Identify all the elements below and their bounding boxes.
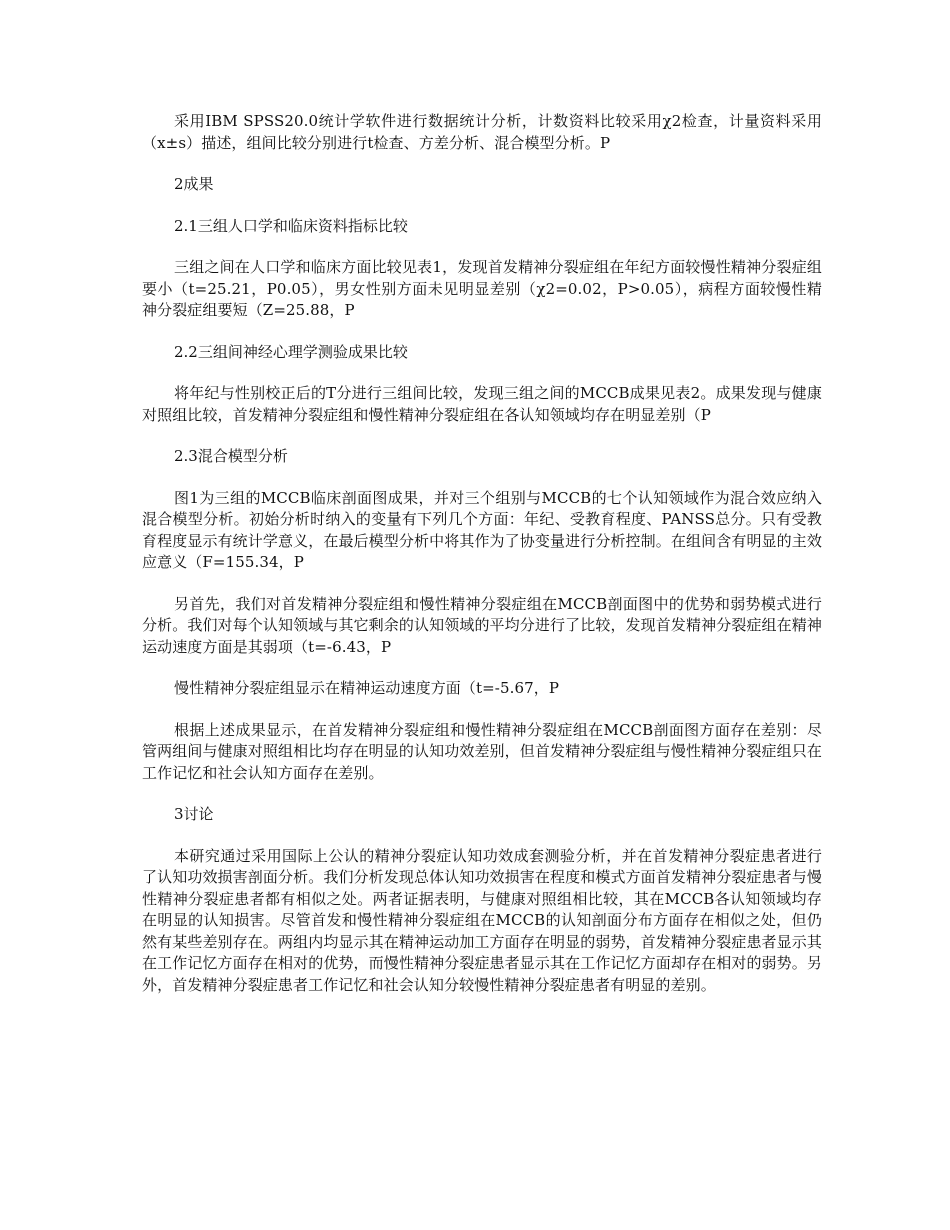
heading-neuropsych: 2.2三组间神经心理学测验成果比较 [174, 342, 408, 361]
paragraph-chronic-group: 慢性精神分裂症组显示在精神运动速度方面（t=-5.67，P [174, 679, 560, 697]
heading-discussion: 3讨论 [174, 805, 214, 823]
paragraph-neuropsych: 将年纪与性别校正后的T分进行三组间比较，发现三组之间的MCCB成果见表2。成果发现与健康对照组比较，首发精神分裂症组和慢性精神分裂症组在各认知领域均存在明显差别（P [142, 384, 822, 424]
heading-demographics: 2.1三组人口学和临床资料指标比较 [174, 216, 408, 235]
heading-results: 2成果 [174, 175, 214, 193]
document-body [142, 111, 822, 1016]
paragraph-summary: 根据上述成果显示，在首发精神分裂症组和慢性精神分裂症组在MCCB剖面图方面存在差别：尽管两组间与健康对照组相比均存在明显的认知功效差别，但首发精神分裂症组与慢性精神分裂症组只在工作记忆和社会认知方面存在差别。 [142, 720, 822, 782]
paragraph-mixed-model: 图1为三组的MCCB临床剖面图成果，并对三个组别与MCCB的七个认知领域作为混合效应纳入混合模型分析。初始分析时纳入的变量有下列几个方面：年纪、受教育程度、PANSS总分。只有受教育程度显示有统计学意义，在最后模型分析中将其作为了协变量进行分析控制。在组间含有明显的主效应意义（F=155.34，P [142, 488, 822, 571]
heading-mixed-model: 2.3混合模型分析 [174, 447, 288, 465]
paragraph-strengths-weaknesses: 另首先，我们对首发精神分裂症组和慢性精神分裂症组在MCCB剖面图中的优势和弱势模式进行分析。我们对每个认知领域与其它剩余的认知领域的平均分进行了比较，发现首发精神分裂症组在精神运动速度方面是其弱项（t=-6.43，P [142, 594, 822, 656]
paragraph-discussion: 本研究通过采用国际上公认的精神分裂症认知功效成套测验分析，并在首发精神分裂症患者进行了认知功效损害剖面分析。我们分析发现总体认知功效损害在程度和模式方面首发精神分裂症患者与慢性精神分裂症患者都有相似之处。两者证据表明，与健康对照组相比较，其在MCCB各认知领域均存在明显的认知损害。尽管首发和慢性精神分裂症组在MCCB的认知剖面分布方面存在相似之处，但仍然有某些差别存在。两组内均显示其在精神运动加工方面存在明显的弱势，首发精神分裂症患者显示其在工作记忆方面存在相对的优势，而慢性精神分裂症患者显示其在工作记忆方面却存在相对的弱势。另外，首发精神分裂症患者工作记忆和社会认知分较慢性精神分裂症患者有明显的差别。 [142, 846, 822, 994]
paragraph-statistics-method: 采用IBM SPSS20.0统计学软件进行数据统计分析，计数资料比较采用χ2检查，计量资料采用（x±s）描述，组间比较分别进行t检查、方差分析、混合模型分析。P [142, 112, 822, 152]
paragraph-demographics: 三组之间在人口学和临床方面比较见表1，发现首发精神分裂症组在年纪方面较慢性精神分裂症组要小（t=25.21，P0.05），男女性别方面未见明显差别（χ2=0.02，P>0.05），病程方面较慢性精神分裂症组要短（Z=25.88，P [142, 258, 822, 319]
